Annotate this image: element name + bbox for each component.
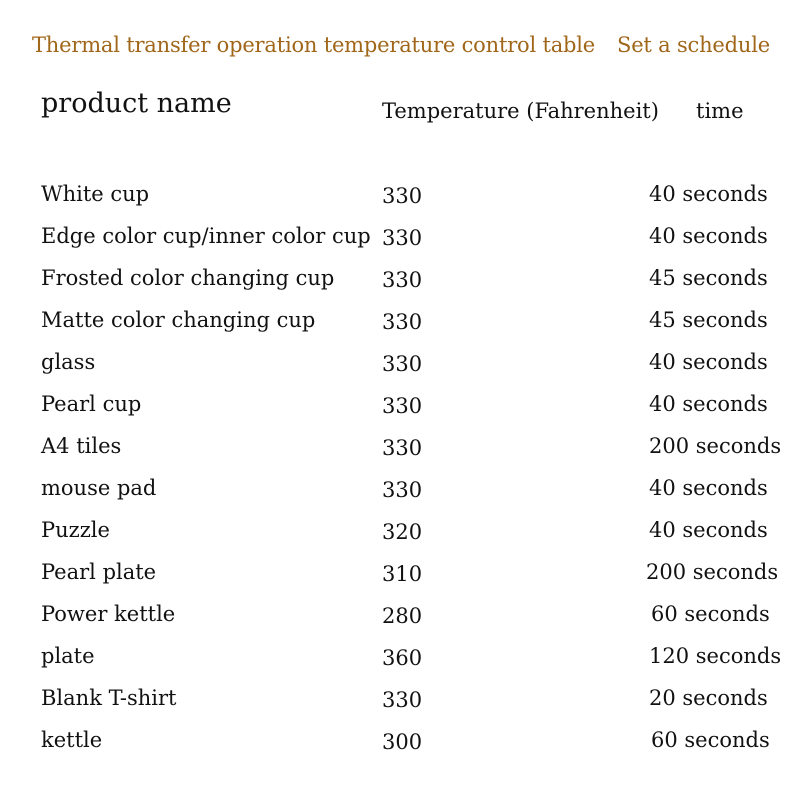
column-header-product-name: product name — [41, 88, 232, 119]
temperature-cell: 360 — [382, 646, 423, 670]
product-name-cell: Edge color cup/inner color cup — [41, 224, 371, 248]
table-row — [0, 686, 790, 728]
product-name-cell: mouse pad — [41, 476, 157, 500]
product-name-cell: A4 tiles — [41, 434, 122, 458]
time-cell: 40 seconds — [649, 224, 768, 248]
temperature-cell: 330 — [382, 352, 423, 376]
temperature-cell: 330 — [382, 394, 423, 418]
title-text: Thermal transfer operation temperature control table — [32, 33, 596, 57]
time-cell: 60 seconds — [651, 602, 770, 626]
product-name-cell: Pearl plate — [41, 560, 157, 584]
temperature-cell: 280 — [382, 604, 423, 628]
temperature-cell: 330 — [382, 268, 423, 292]
temperature-cell: 330 — [382, 436, 423, 460]
temperature-cell: 330 — [382, 184, 423, 208]
table-row — [0, 560, 790, 602]
time-cell: 40 seconds — [649, 518, 768, 542]
time-cell: 45 seconds — [649, 266, 768, 290]
time-cell: 200 seconds — [646, 560, 779, 584]
table-row — [0, 644, 790, 686]
time-cell: 40 seconds — [649, 182, 768, 206]
subtitle-text: Set a schedule — [617, 33, 770, 57]
table-row — [0, 266, 790, 308]
time-cell: 40 seconds — [649, 476, 768, 500]
product-name-cell: Power kettle — [41, 602, 176, 626]
table-row — [0, 518, 790, 560]
product-name-cell: Puzzle — [41, 518, 110, 542]
product-name-cell: Frosted color changing cup — [41, 266, 335, 290]
table-row — [0, 602, 790, 644]
product-name-cell: glass — [41, 350, 96, 374]
product-name-cell: Blank T-shirt — [41, 686, 177, 710]
time-cell: 60 seconds — [651, 728, 770, 752]
temperature-cell: 320 — [382, 520, 423, 544]
time-cell: 120 seconds — [649, 644, 782, 668]
time-cell: 20 seconds — [649, 686, 768, 710]
table-row — [0, 392, 790, 434]
temperature-cell: 330 — [382, 226, 423, 250]
temperature-cell: 310 — [382, 562, 423, 586]
temperature-cell: 330 — [382, 310, 423, 334]
time-cell: 40 seconds — [649, 350, 768, 374]
table-row — [0, 476, 790, 518]
temperature-cell: 330 — [382, 478, 423, 502]
table-row — [0, 224, 790, 266]
table-row — [0, 308, 790, 350]
product-name-cell: White cup — [41, 182, 150, 206]
page-title — [32, 33, 770, 57]
temperature-cell: 300 — [382, 730, 423, 754]
time-cell: 200 seconds — [649, 434, 782, 458]
product-name-cell: Pearl cup — [41, 392, 142, 416]
product-name-cell: plate — [41, 644, 95, 668]
table-row — [0, 434, 790, 476]
column-header-temperature: Temperature (Fahrenheit) — [382, 99, 659, 123]
time-cell: 40 seconds — [649, 392, 768, 416]
table-row — [0, 728, 790, 770]
table-row — [0, 350, 790, 392]
time-cell: 45 seconds — [649, 308, 768, 332]
column-header-time: time — [696, 99, 744, 123]
table-body — [0, 182, 790, 770]
product-name-cell: kettle — [41, 728, 103, 752]
temperature-cell: 330 — [382, 688, 423, 712]
product-name-cell: Matte color changing cup — [41, 308, 316, 332]
table-row — [0, 182, 790, 224]
